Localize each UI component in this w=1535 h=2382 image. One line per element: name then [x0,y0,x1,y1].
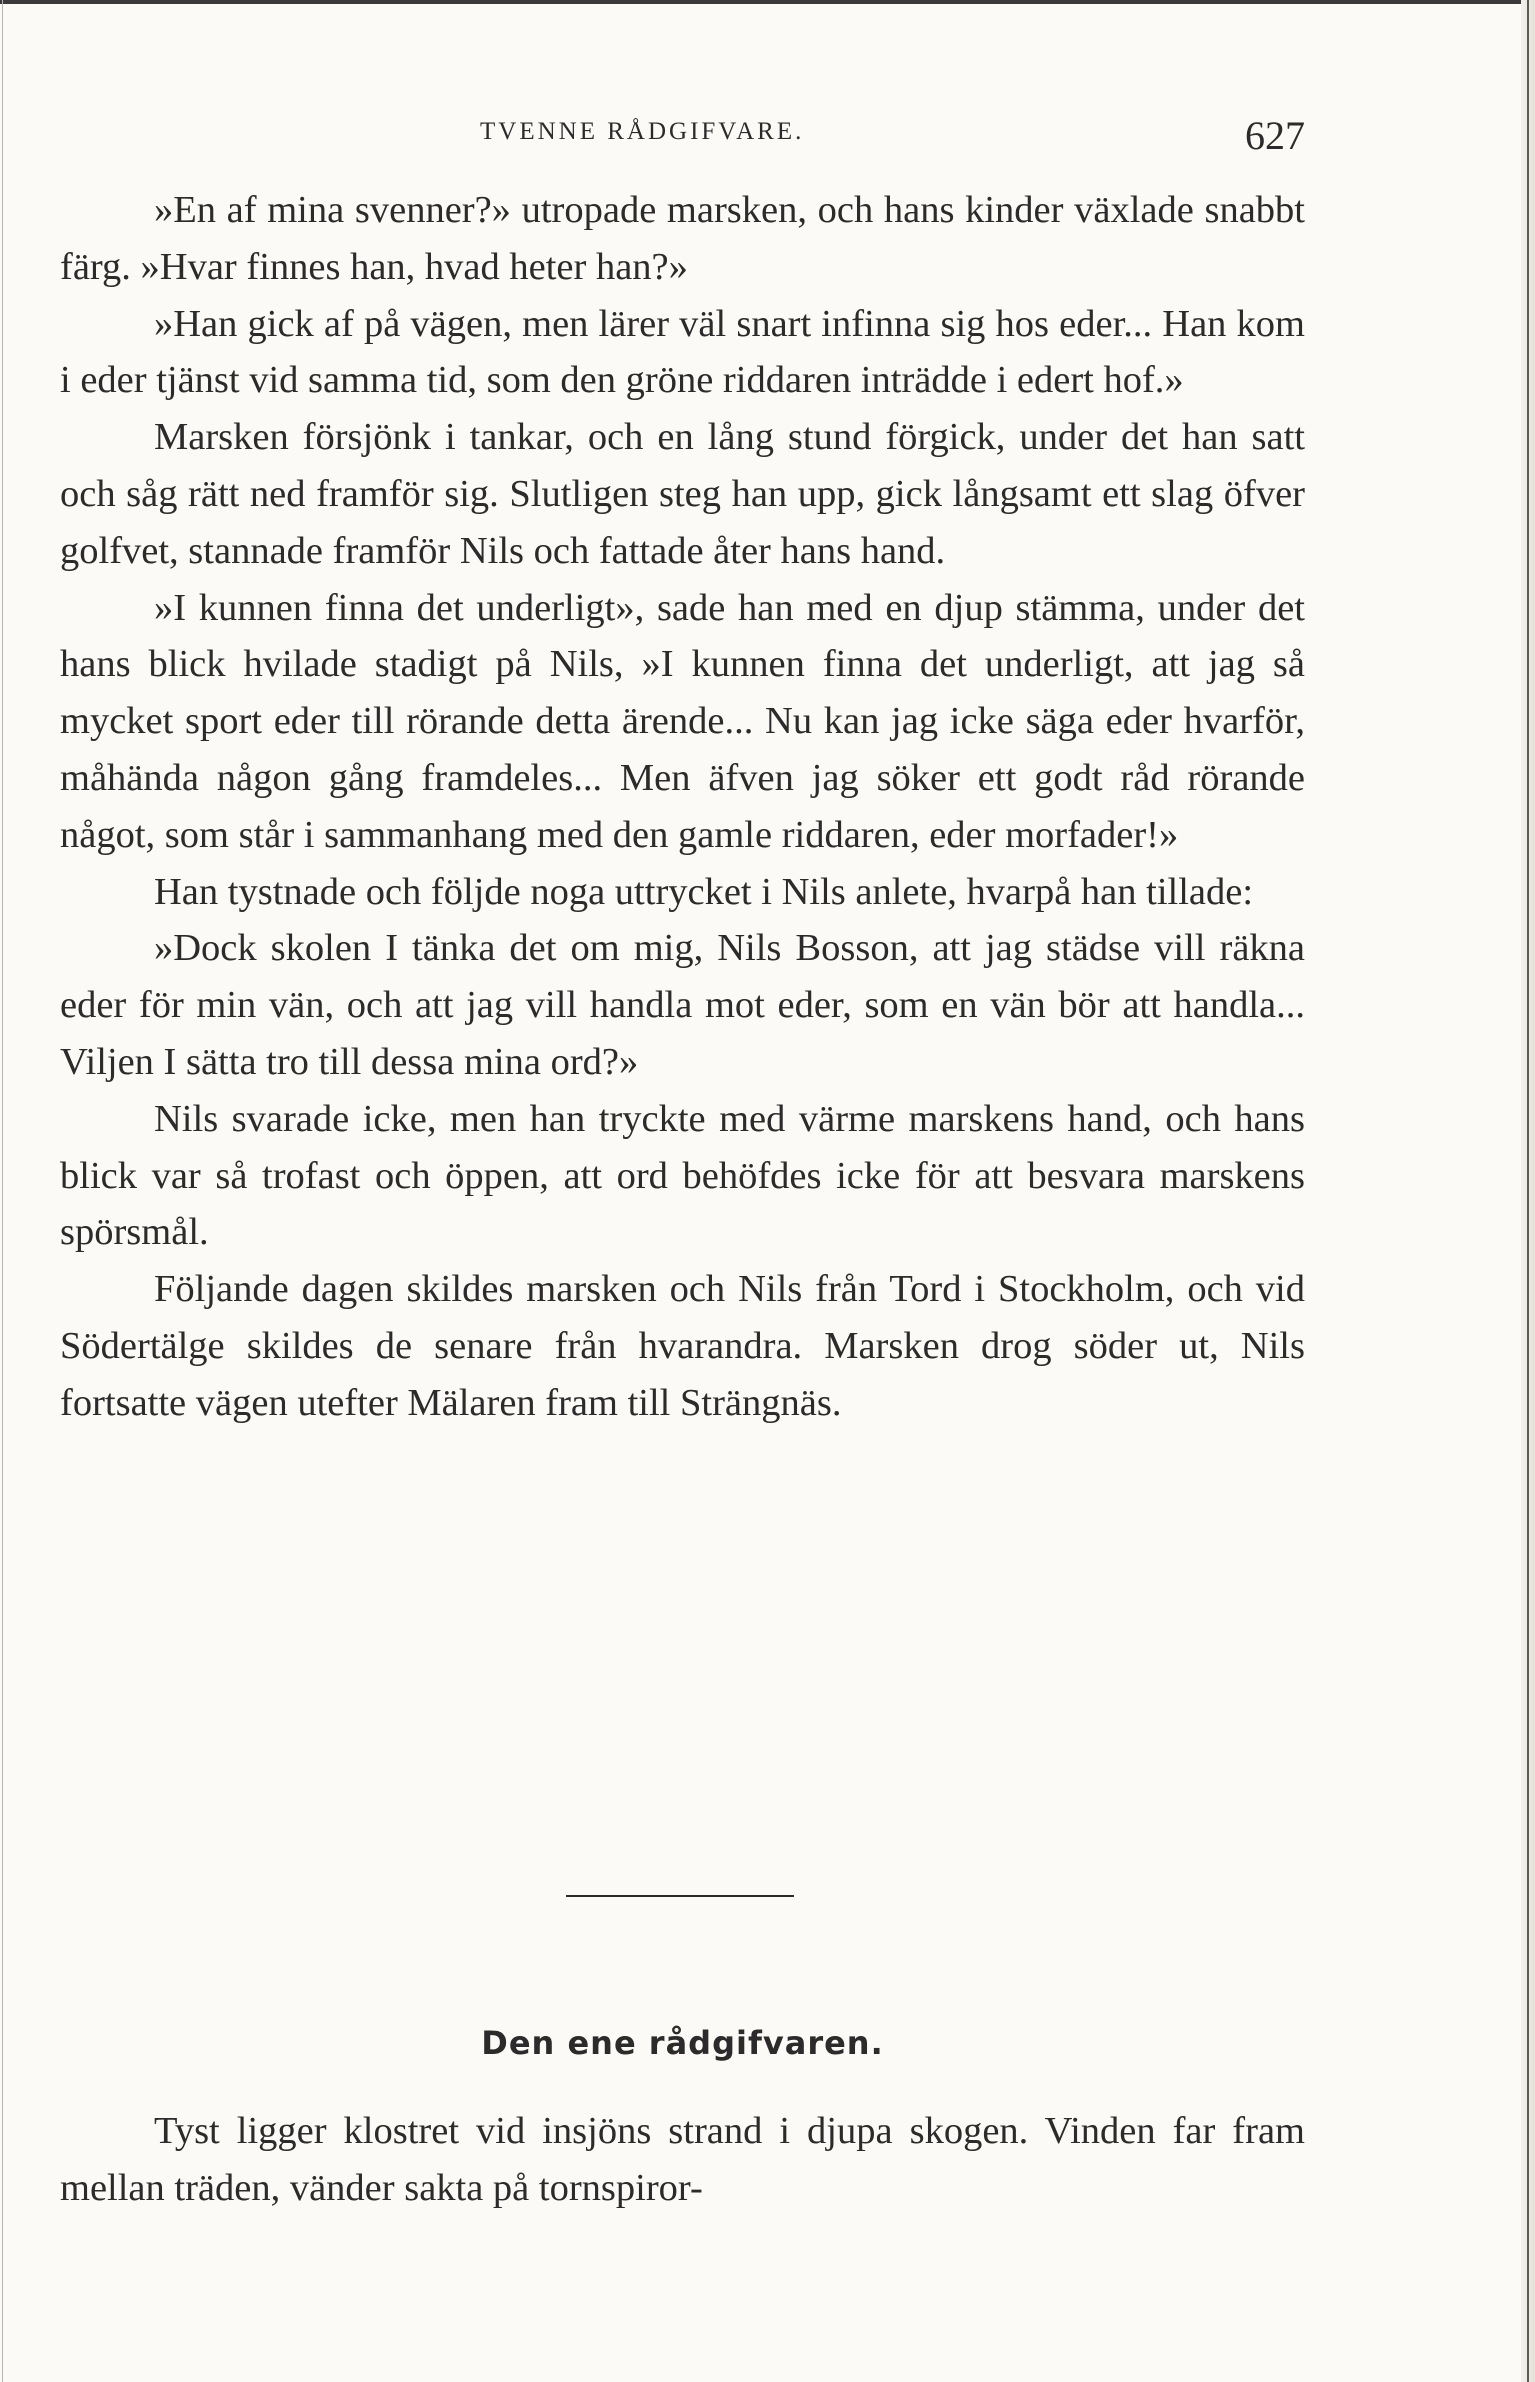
section-heading: Den ene rådgifvaren. [481,2024,884,2062]
page-right-edge-line [1527,0,1529,2382]
paragraph: »I kunnen finna det underligt», sade han med en djup stämma, under det hans blick hvilade stadigt på Nils, »I kunnen finna det underligt, att jag så mycket sport eder till rörande detta ärende... Nu kan jag icke säga eder hvarför, måhända någon gång framdeles... Men äfven jag söker ett godt råd rörande något, som står i sammanhang med den gamle riddaren, eder morfader!» [60,586,1305,856]
running-title: TVENNE RÅDGIFVARE. [480,118,805,145]
paragraph: »Dock skolen I tänka det om mig, Nils Bosson, att jag städse vill räkna eder för min vän, och att jag vill handla mot eder, som en vän bör att handla... Viljen I sätta tro till dessa mina ord?» [60,927,1305,1083]
paragraph: »Han gick af på vägen, men lärer väl snart infinna sig hos eder... Han kom i eder tjänst vid samma tid, som den gröne riddaren inträdde i edert hof.» [60,302,1305,402]
paragraph: Marsken försjönk i tankar, och en lång stund förgick, under det han satt och såg rätt ned framför sig. Slutligen steg han upp, gick långsamt ett slag öfver golfvet, stannade framför Nils och fattade åter hans hand. [60,416,1305,572]
paragraph: Tyst ligger klostret vid insjöns strand i djupa skogen. Vinden far fram mellan träden, vänder sakta på tornspiror- [60,2110,1305,2209]
section-text [60,2103,1305,2217]
page-left-edge [2,0,3,2382]
paragraph: »En af mina svenner?» utropade marsken, och hans kinder växlade snabbt färg. »Hvar finnes han, hvad heter han?» [60,189,1305,288]
section-divider [566,1895,794,1897]
paragraph: Följande dagen skildes marsken och Nils från Tord i Stockholm, och vid Södertälge skildes de senare från hvarandra. Marsken drog söder ut, Nils fortsatte vägen utefter Mälaren fram till Strängnäs. [60,1268,1305,1424]
page-top-edge [0,0,1535,4]
page-number: 627 [1245,113,1305,158]
running-head [60,112,1305,158]
paragraph: Han tystnade och följde noga uttrycket i Nils anlete, hvarpå han tillade: [154,870,1254,913]
paragraph: Nils svarade icke, men han tryckte med värme marskens hand, och hans blick var så trofast och öppen, att ord behöfdes icke för att besvara marskens spörsmål. [60,1097,1305,1254]
body-text [60,182,1305,1432]
